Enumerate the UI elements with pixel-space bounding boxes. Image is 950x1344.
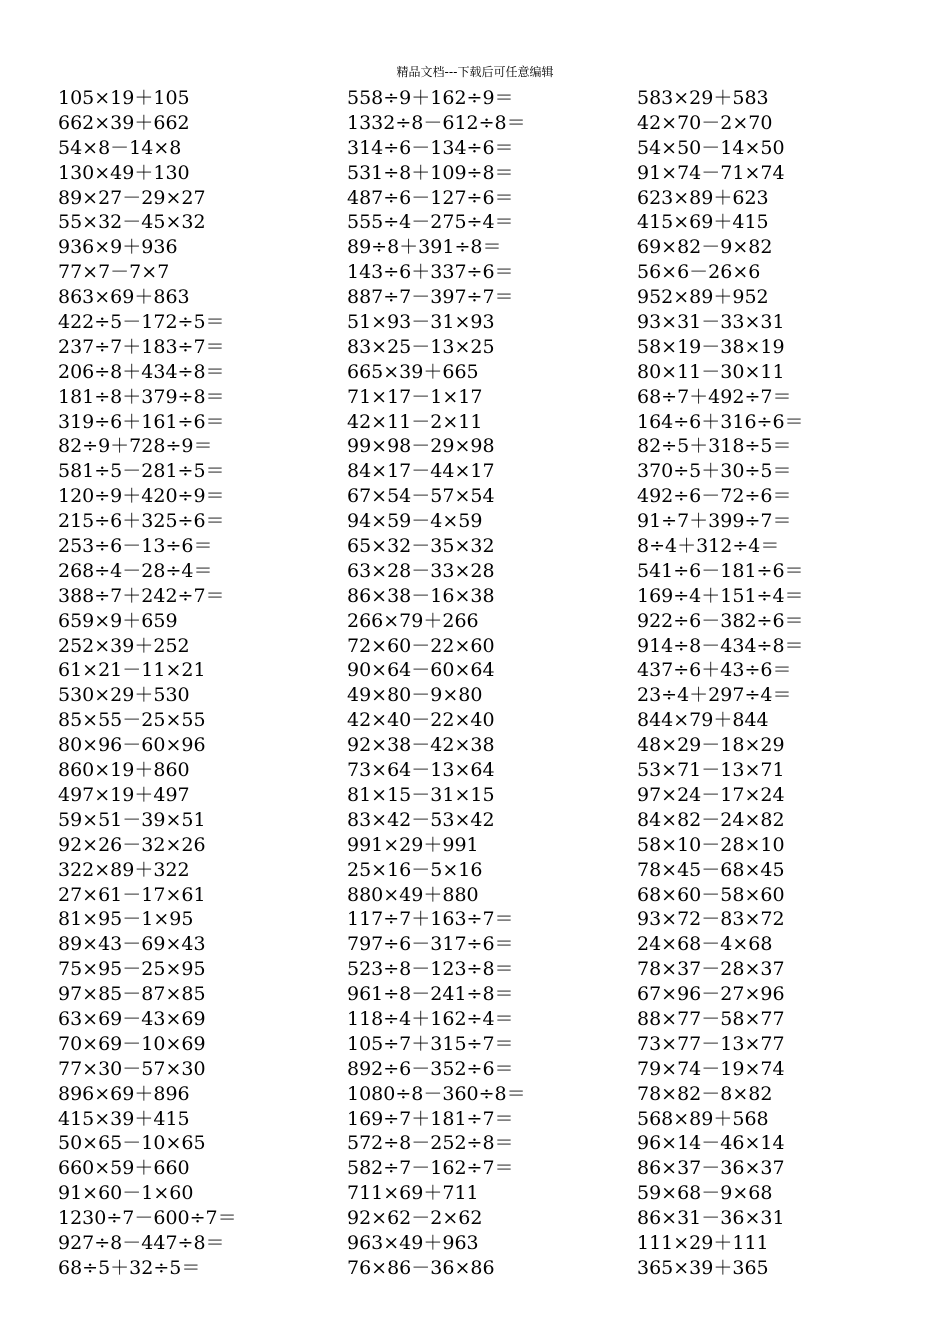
problem-item: 863×69＋863 — [58, 286, 190, 309]
problem-item: 169÷4＋151÷4＝ — [637, 584, 804, 607]
problem-item: 844×79＋844 — [637, 709, 769, 732]
problem-item: 86×31－36×31 — [637, 1207, 785, 1230]
problem-item: 623×89＋623 — [637, 186, 769, 209]
problem-item: 437÷6＋43÷6＝ — [637, 659, 792, 682]
problem-item: 914÷8－434÷8＝ — [637, 634, 804, 657]
problem-item: 111×29＋111 — [637, 1231, 769, 1254]
problem-item: 68×60－58×60 — [637, 883, 785, 906]
problem-item: 860×19＋860 — [58, 759, 190, 782]
problem-item: 105÷7＋315÷7＝ — [347, 1032, 514, 1055]
problem-item: 117÷7＋163÷7＝ — [347, 908, 514, 931]
problem-item: 23÷4＋297÷4＝ — [637, 684, 792, 707]
problem-item: 82÷9＋728÷9＝ — [58, 435, 213, 458]
problem-item: 85×55－25×55 — [58, 709, 206, 732]
problem-item: 84×17－44×17 — [347, 460, 495, 483]
problem-item: 48×29－18×29 — [637, 734, 785, 757]
problem-item: 143÷6＋337÷6＝ — [347, 261, 514, 284]
problem-item: 58×10－28×10 — [637, 833, 785, 856]
problem-item: 415×69＋415 — [637, 211, 769, 234]
problem-item: 105×19＋105 — [58, 87, 190, 109]
problem-item: 936×9＋936 — [58, 236, 178, 259]
problem-item: 660×59＋660 — [58, 1157, 190, 1180]
problem-item: 388÷7＋242÷7＝ — [58, 584, 225, 607]
problem-item: 558÷9＋162÷9＝ — [347, 87, 514, 109]
problem-item: 568×89＋568 — [637, 1107, 769, 1130]
problem-column-1 — [58, 86, 348, 1281]
problem-item: 76×86－36×86 — [347, 1256, 495, 1279]
problem-item: 53×71－13×71 — [637, 759, 785, 782]
problem-item: 54×50－14×50 — [637, 136, 785, 159]
problem-item: 322×89＋322 — [58, 858, 190, 881]
problem-item: 492÷6－72÷6＝ — [637, 485, 792, 508]
problem-item: 42×40－22×40 — [347, 709, 495, 732]
problem-item: 68÷7＋492÷7＝ — [637, 385, 792, 408]
problem-item: 927÷8－447÷8＝ — [58, 1231, 225, 1254]
problem-item: 78×82－8×82 — [637, 1082, 773, 1105]
problem-item: 56×6－26×6 — [637, 261, 761, 284]
problem-item: 92×26－32×26 — [58, 833, 206, 856]
problem-item: 77×30－57×30 — [58, 1057, 206, 1080]
problem-item: 487÷6－127÷6＝ — [347, 186, 514, 209]
problem-item: 91×60－1×60 — [58, 1182, 194, 1205]
problem-item: 79×74－19×74 — [637, 1057, 785, 1080]
problem-item: 54×8－14×8 — [58, 136, 182, 159]
problem-item: 50×65－10×65 — [58, 1132, 206, 1155]
problem-item: 51×93－31×93 — [347, 311, 495, 334]
problem-item: 68÷5＋32÷5＝ — [58, 1256, 201, 1279]
problem-item: 164÷6＋316÷6＝ — [637, 410, 804, 433]
problem-item: 1230÷7－600÷7＝ — [58, 1207, 237, 1230]
problem-item: 27×61－17×61 — [58, 883, 206, 906]
problem-item: 314÷6－134÷6＝ — [347, 136, 514, 159]
problem-item: 80×11－30×11 — [637, 360, 785, 383]
problem-item: 91×74－71×74 — [637, 161, 785, 184]
problem-item: 887÷7－397÷7＝ — [347, 286, 514, 309]
problem-item: 572÷8－252÷8＝ — [347, 1132, 514, 1155]
problem-item: 711×69＋711 — [347, 1182, 479, 1205]
problem-item: 97×85－87×85 — [58, 983, 206, 1006]
problem-item: 582÷7－162÷7＝ — [347, 1157, 514, 1180]
problem-item: 922÷6－382÷6＝ — [637, 609, 804, 632]
problem-item: 896×69＋896 — [58, 1082, 190, 1105]
problem-item: 130×49＋130 — [58, 161, 190, 184]
problem-item: 370÷5＋30÷5＝ — [637, 460, 792, 483]
problem-item: 72×60－22×60 — [347, 634, 495, 657]
problem-item: 181÷8＋379÷8＝ — [58, 385, 225, 408]
problem-item: 8÷4＋312÷4＝ — [637, 535, 780, 558]
problem-item: 63×69－43×69 — [58, 1007, 206, 1030]
problem-item: 90×64－60×64 — [347, 659, 495, 682]
problem-item: 84×82－24×82 — [637, 808, 785, 831]
problem-item: 1332÷8－612÷8＝ — [347, 111, 526, 134]
problem-item: 59×51－39×51 — [58, 808, 206, 831]
problem-item: 78×45－68×45 — [637, 858, 785, 881]
problem-item: 59×68－9×68 — [637, 1182, 773, 1205]
problem-item: 86×37－36×37 — [637, 1157, 785, 1180]
problem-item: 91÷7＋399÷7＝ — [637, 510, 792, 533]
problem-item: 237÷7＋183÷7＝ — [58, 335, 225, 358]
problem-item: 120÷9＋420÷9＝ — [58, 485, 225, 508]
problem-item: 252×39＋252 — [58, 634, 190, 657]
problem-item: 82÷5＋318÷5＝ — [637, 435, 792, 458]
problem-item: 665×39＋665 — [347, 360, 479, 383]
problem-item: 92×62－2×62 — [347, 1207, 483, 1230]
problem-item: 266×79＋266 — [347, 609, 479, 632]
problem-item: 169÷7＋181÷7＝ — [347, 1107, 514, 1130]
problem-item: 92×38－42×38 — [347, 734, 495, 757]
problem-item: 89÷8＋391÷8＝ — [347, 236, 502, 259]
problem-item: 49×80－9×80 — [347, 684, 483, 707]
problem-item: 530×29＋530 — [58, 684, 190, 707]
problem-item: 497×19＋497 — [58, 783, 190, 806]
problem-item: 1080÷8－360÷8＝ — [347, 1082, 526, 1105]
problem-item: 58×19－38×19 — [637, 335, 785, 358]
problem-column-3 — [637, 86, 927, 1281]
problem-item: 75×95－25×95 — [58, 958, 206, 981]
problem-item: 67×96－27×96 — [637, 983, 785, 1006]
problem-item: 71×17－1×17 — [347, 385, 483, 408]
problem-item: 531÷8＋109÷8＝ — [347, 161, 514, 184]
problem-item: 67×54－57×54 — [347, 485, 495, 508]
problem-item: 991×29＋991 — [347, 833, 479, 856]
problem-item: 892÷6－352÷6＝ — [347, 1057, 514, 1080]
problem-item: 99×98－29×98 — [347, 435, 495, 458]
problem-column-2 — [347, 86, 637, 1281]
problem-item: 659×9＋659 — [58, 609, 178, 632]
problem-item: 963×49＋963 — [347, 1231, 479, 1254]
problem-item: 73×64－13×64 — [347, 759, 495, 782]
problem-item: 555÷4－275÷4＝ — [347, 211, 514, 234]
problem-item: 797÷6－317÷6＝ — [347, 933, 514, 956]
problem-item: 42×11－2×11 — [347, 410, 483, 433]
problem-item: 78×37－28×37 — [637, 958, 785, 981]
problem-item: 523÷8－123÷8＝ — [347, 958, 514, 981]
problem-item: 89×43－69×43 — [58, 933, 206, 956]
problem-item: 97×24－17×24 — [637, 783, 785, 806]
problem-item: 268÷4－28÷4＝ — [58, 559, 213, 582]
problem-item: 880×49＋880 — [347, 883, 479, 906]
problem-item: 86×38－16×38 — [347, 584, 495, 607]
problem-item: 583×29＋583 — [637, 87, 769, 109]
problem-item: 55×32－45×32 — [58, 211, 206, 234]
problem-item: 81×95－1×95 — [58, 908, 194, 931]
problem-item: 541÷6－181÷6＝ — [637, 559, 804, 582]
problem-item: 93×31－33×31 — [637, 311, 785, 334]
problem-item: 206÷8＋434÷8＝ — [58, 360, 225, 383]
problem-item: 961÷8－241÷8＝ — [347, 983, 514, 1006]
problem-item: 83×42－53×42 — [347, 808, 495, 831]
problem-item: 24×68－4×68 — [637, 933, 773, 956]
problem-item: 581÷5－281÷5＝ — [58, 460, 225, 483]
problem-item: 93×72－83×72 — [637, 908, 785, 931]
problem-item: 215÷6＋325÷6＝ — [58, 510, 225, 533]
problem-item: 77×7－7×7 — [58, 261, 170, 284]
page-header: 精品文档---下载后可任意编辑 — [396, 65, 554, 79]
problem-item: 88×77－58×77 — [637, 1007, 785, 1030]
problem-item: 65×32－35×32 — [347, 535, 495, 558]
problem-item: 94×59－4×59 — [347, 510, 483, 533]
problem-item: 70×69－10×69 — [58, 1032, 206, 1055]
problem-item: 42×70－2×70 — [637, 111, 773, 134]
problem-item: 73×77－13×77 — [637, 1032, 785, 1055]
problem-item: 83×25－13×25 — [347, 335, 495, 358]
problem-item: 319÷6＋161÷6＝ — [58, 410, 225, 433]
problem-item: 25×16－5×16 — [347, 858, 483, 881]
problem-item: 662×39＋662 — [58, 111, 190, 134]
problem-item: 422÷5－172÷5＝ — [58, 311, 225, 334]
problem-item: 63×28－33×28 — [347, 559, 495, 582]
problem-item: 253÷6－13÷6＝ — [58, 535, 213, 558]
problem-item: 365×39＋365 — [637, 1256, 769, 1279]
problem-item: 80×96－60×96 — [58, 734, 206, 757]
problem-item: 89×27－29×27 — [58, 186, 206, 209]
problem-item: 118÷4＋162÷4＝ — [347, 1007, 514, 1030]
problem-item: 69×82－9×82 — [637, 236, 773, 259]
problem-item: 81×15－31×15 — [347, 783, 495, 806]
problem-item: 952×89＋952 — [637, 286, 769, 309]
problem-item: 415×39＋415 — [58, 1107, 190, 1130]
problem-item: 96×14－46×14 — [637, 1132, 785, 1155]
problem-item: 61×21－11×21 — [58, 659, 206, 682]
